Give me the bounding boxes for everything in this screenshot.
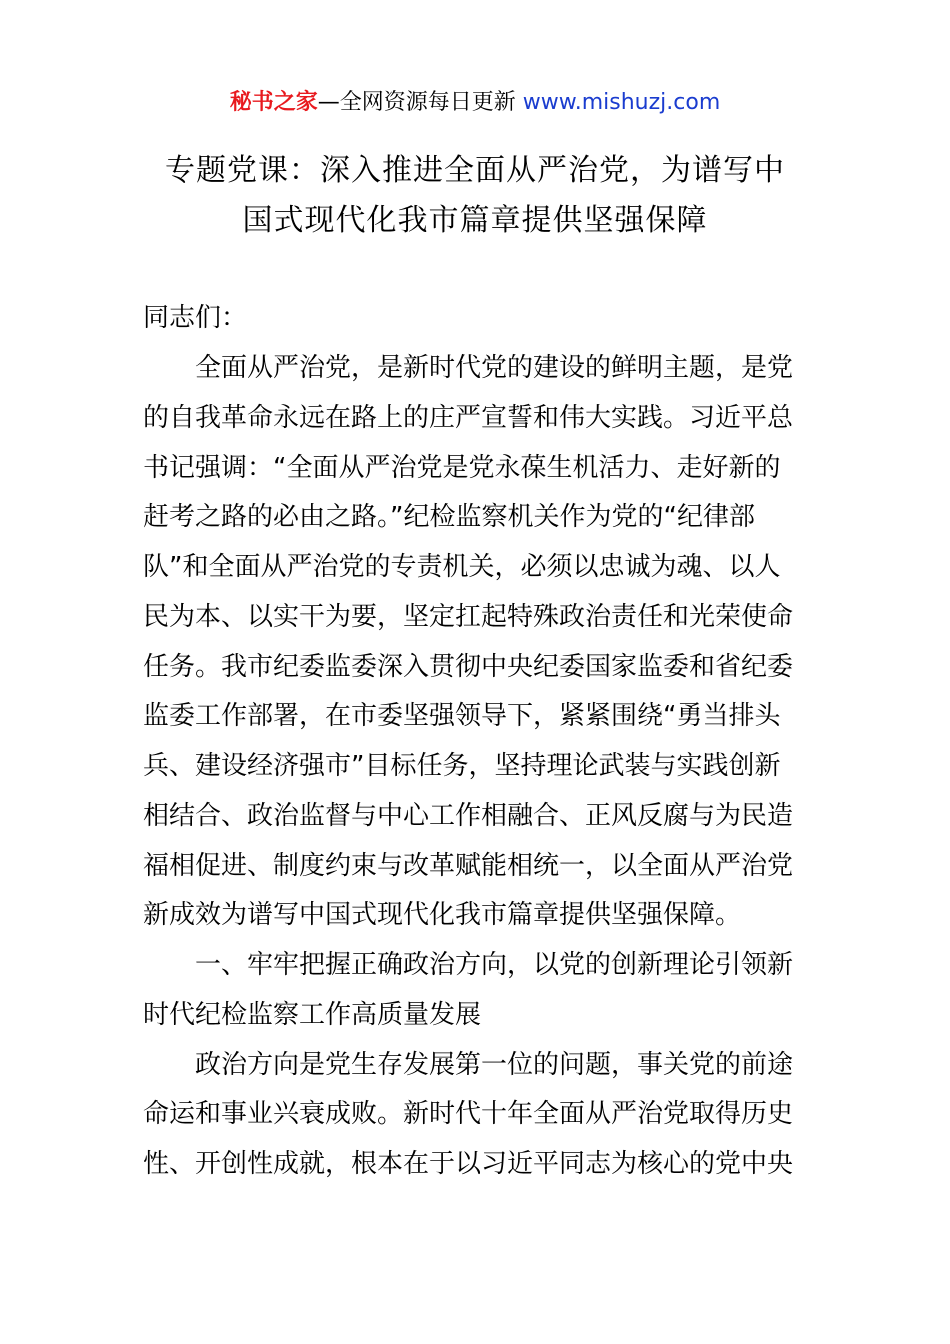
greeting: 同志们： (143, 303, 248, 333)
body-line: 全面从严治党，是新时代党的建设的鲜明主题，是党 (143, 353, 794, 383)
body-line: 性、开创性成就，根本在于以习近平同志为核心的党中央 (143, 1149, 794, 1179)
site-url-link[interactable]: www.mishuzj.com (522, 90, 721, 115)
body-line: 的自我革命永远在路上的庄严宣誓和伟大实践。习近平总 (143, 403, 794, 433)
body-line: 政治方向是党生存发展第一位的问题，事关党的前途 (143, 1050, 794, 1080)
body-line: 福相促进、制度约束与改革赋能相统一，以全面从严治党 (143, 851, 794, 881)
body-line: 赶考之路的必由之路。”纪检监察机关作为党的“纪律部 (143, 502, 755, 532)
body-line: 新成效为谱写中国式现代化我市篇章提供坚强保障。 (143, 900, 742, 930)
site-tagline: —全网资源每日更新 (317, 90, 523, 115)
body-line: 监委工作部署，在市委坚强领导下，紧紧围绕“勇当排头 (143, 701, 781, 731)
body-line: 兵、建设经济强市”目标任务，坚持理论武装与实践创新 (143, 751, 781, 781)
document-title-line-1: 专题党课：深入推进全面从严治党，为谱写中 (165, 153, 785, 188)
body-line: 相结合、政治监督与中心工作相融合、正风反腐与为民造 (143, 801, 794, 831)
site-header (0, 86, 950, 120)
body-line: 民为本、以实干为要，坚定扛起特殊政治责任和光荣使命 (143, 602, 794, 632)
body-line: 书记强调：“全面从严治党是党永葆生机活力、走好新的 (143, 453, 781, 483)
body-line: 队”和全面从严治党的专责机关，必须以忠诚为魂、以人 (143, 552, 781, 582)
section-heading-line-1: 一、牢牢把握正确政治方向，以党的创新理论引领新 (143, 950, 794, 980)
section-heading-line-2: 时代纪检监察工作高质量发展 (143, 1000, 482, 1030)
body-line: 命运和事业兴衰成败。新时代十年全面从严治党取得历史 (143, 1099, 794, 1129)
site-brand: 秘书之家 (229, 90, 318, 115)
body-line: 任务。我市纪委监委深入贯彻中央纪委国家监委和省纪委 (143, 652, 794, 682)
document-title-line-2: 国式现代化我市篇章提供坚强保障 (242, 203, 708, 238)
